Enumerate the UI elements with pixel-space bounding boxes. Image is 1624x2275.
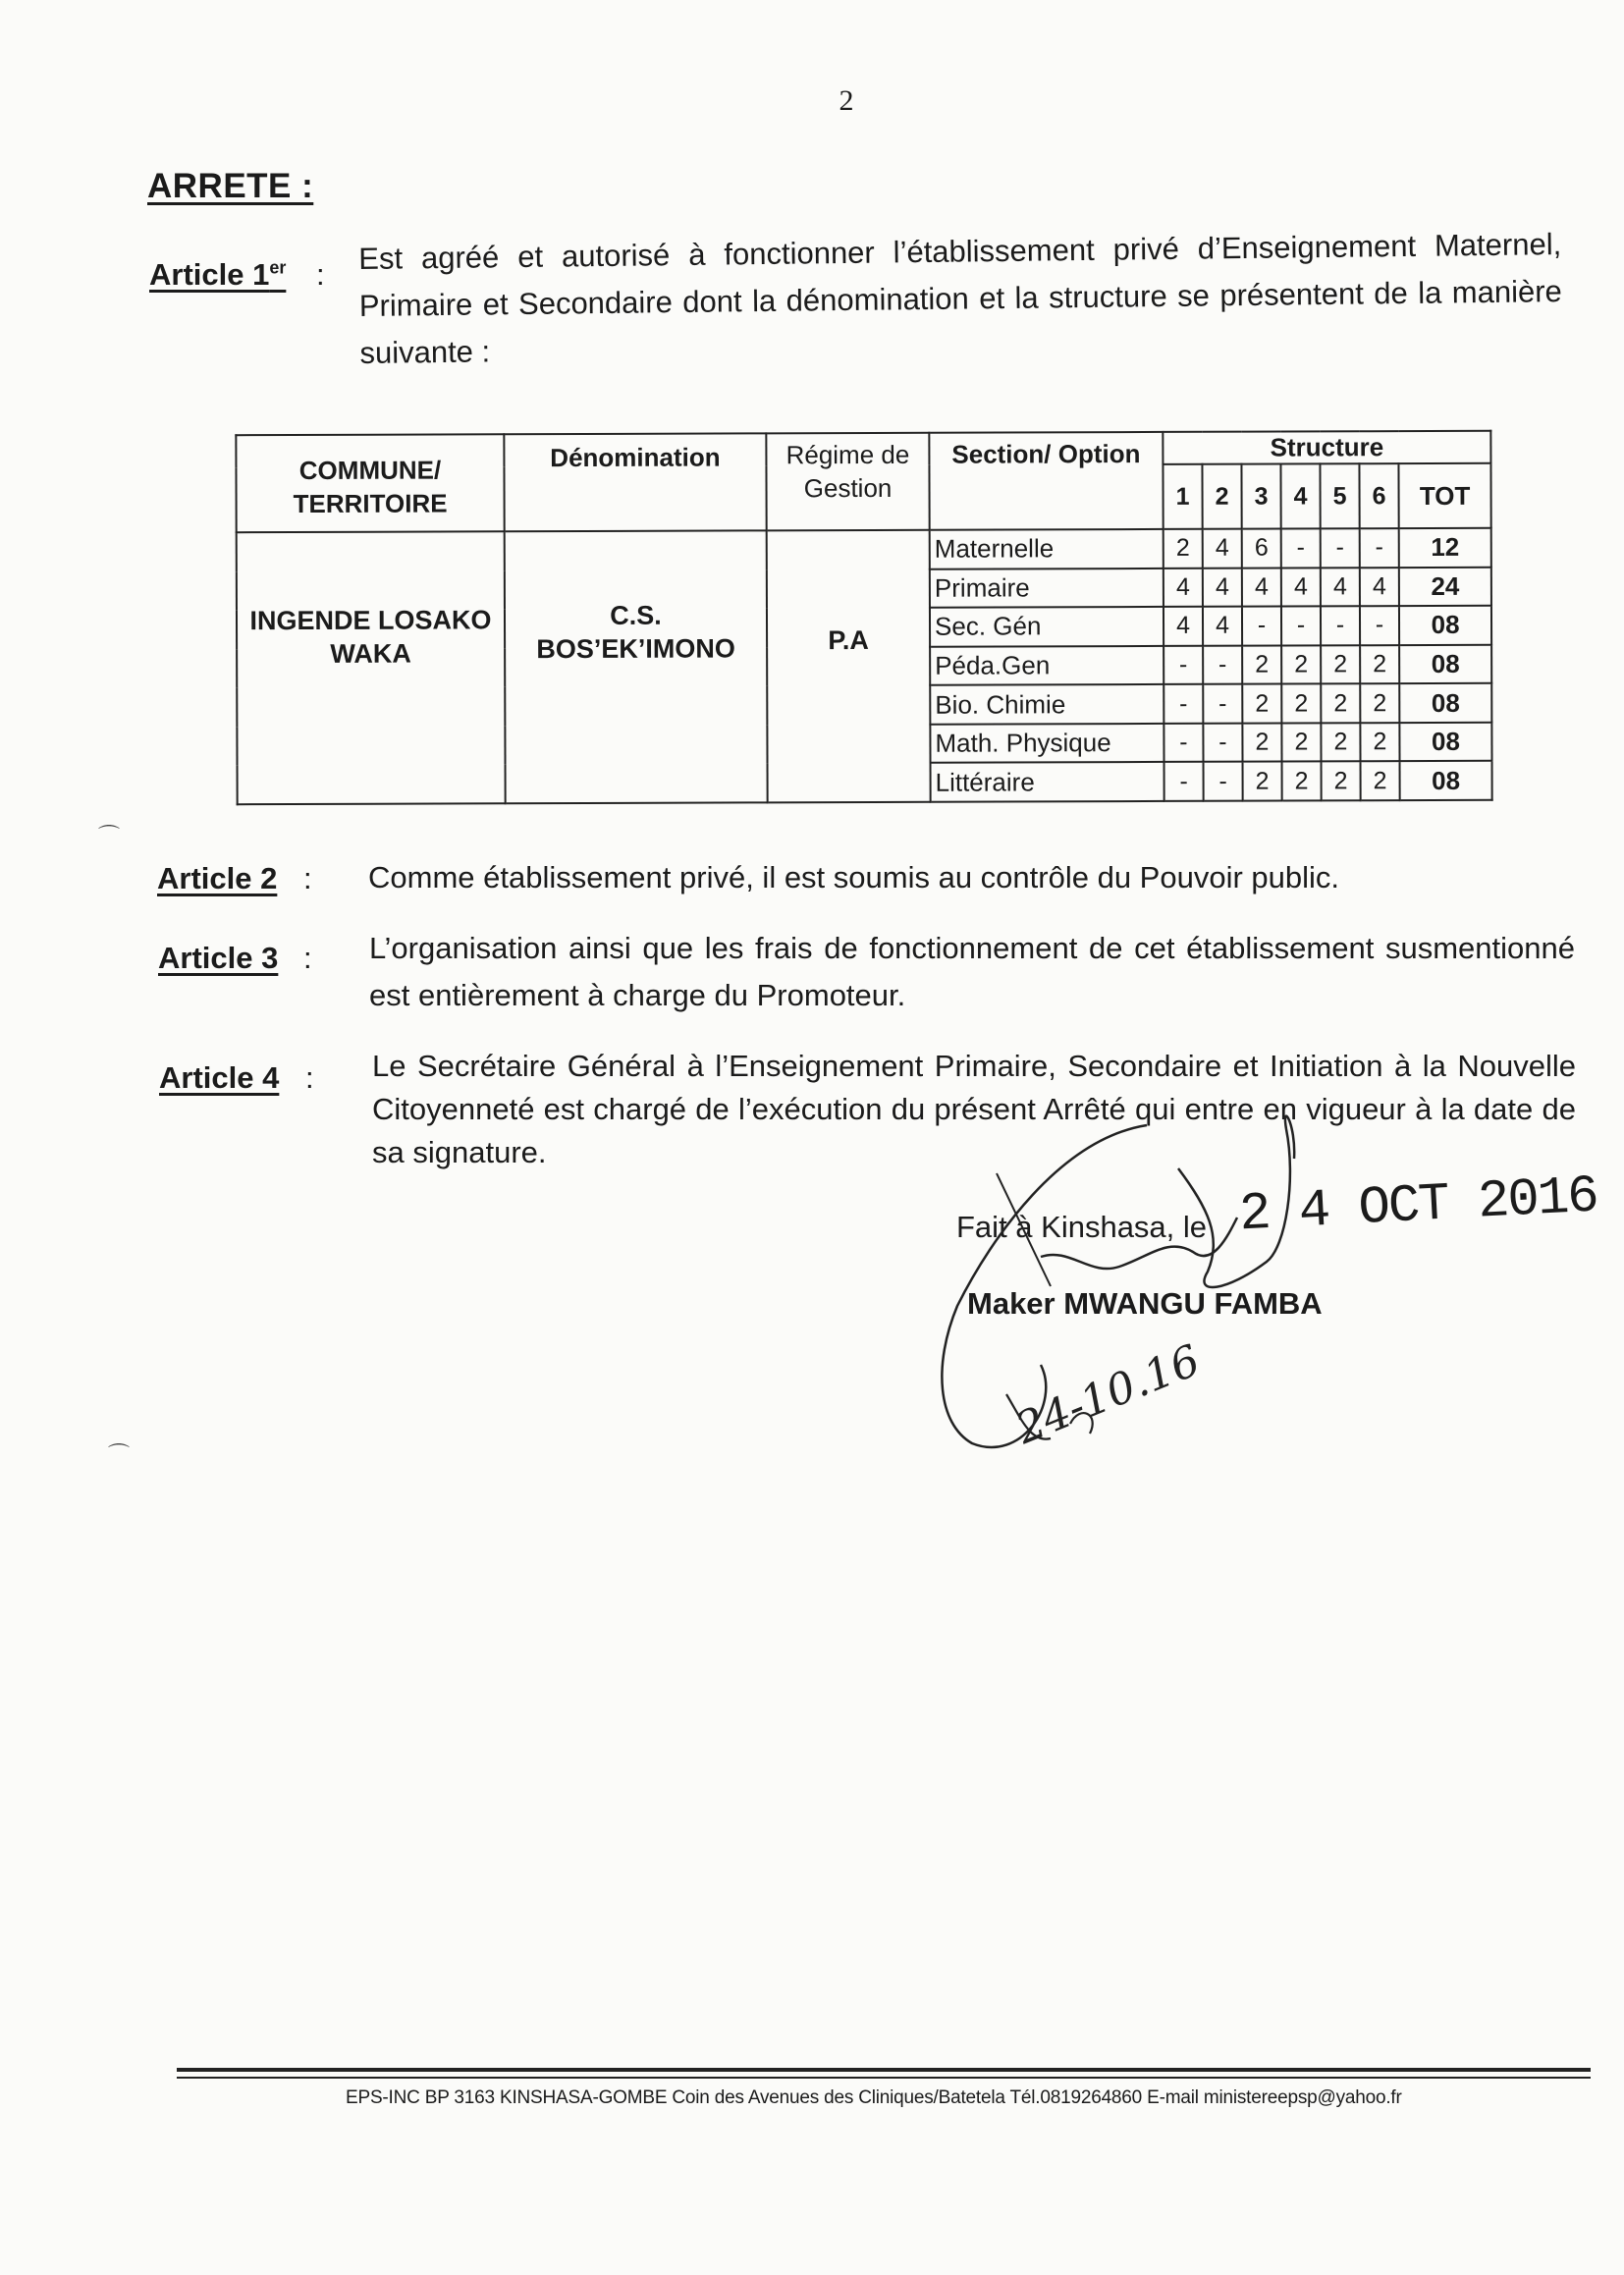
total-cell: 12 bbox=[1399, 528, 1491, 568]
structure-cell: - bbox=[1204, 762, 1243, 801]
date-stamp: 2 4 OCT 2016 bbox=[1237, 1166, 1599, 1246]
section-cell: Math. Physique bbox=[930, 724, 1164, 763]
total-cell: 08 bbox=[1399, 606, 1491, 645]
structure-cell: 4 bbox=[1242, 568, 1281, 607]
article-1-label-text: Article 1 bbox=[149, 257, 270, 292]
structure-cell: 4 bbox=[1203, 607, 1242, 646]
structure-cell: 2 bbox=[1242, 684, 1281, 724]
article-4-text: Le Secrétaire Général à l’Enseignement Primaire, Secondaire et Initiation à la Nouvelle Citoyenneté est chargé de l’exécution du présent Arrêté qui entre en vigueur à la date de sa signature. bbox=[372, 1049, 1576, 1169]
section-cell: Primaire bbox=[930, 568, 1164, 607]
header-section: Section/ Option bbox=[929, 432, 1163, 530]
total-cell: 08 bbox=[1399, 723, 1491, 762]
structure-cell: - bbox=[1360, 606, 1399, 645]
structure-cell: - bbox=[1281, 607, 1321, 646]
article-2-text: Comme établissement privé, il est soumis au contrôle du Pouvoir public. bbox=[368, 860, 1340, 894]
commune-cell: INGENDE LOSAKO WAKA bbox=[237, 531, 506, 804]
structure-cell: - bbox=[1281, 528, 1321, 568]
structure-cell: - bbox=[1164, 684, 1203, 724]
structure-cell: 2 bbox=[1360, 683, 1399, 723]
structure-cell: - bbox=[1321, 606, 1360, 645]
page-number: 2 bbox=[839, 84, 854, 117]
structure-cell: 4 bbox=[1281, 568, 1321, 607]
article-4-label: Article 4 bbox=[159, 1060, 280, 1095]
structure-cell: - bbox=[1164, 724, 1203, 763]
structure-cell: 2 bbox=[1281, 723, 1321, 762]
handwritten-date: 24-10.16 bbox=[1008, 1334, 1208, 1455]
structure-cell: 2 bbox=[1281, 645, 1321, 684]
structure-cell: 4 bbox=[1203, 568, 1242, 607]
footer-rule-thin bbox=[177, 2077, 1591, 2079]
article-3-colon: : bbox=[303, 941, 312, 975]
header-total: TOT bbox=[1398, 463, 1490, 528]
header-year-3: 3 bbox=[1241, 464, 1280, 529]
structure-cell: 2 bbox=[1321, 645, 1360, 684]
structure-cell: 4 bbox=[1164, 607, 1203, 646]
structure-cell: 2 bbox=[1360, 645, 1399, 684]
denomination-cell: C.S. BOS’EK’IMONO bbox=[505, 530, 768, 803]
total-cell: 08 bbox=[1399, 683, 1491, 723]
structure-cell: - bbox=[1360, 528, 1399, 568]
structure-cell: 2 bbox=[1242, 645, 1281, 684]
header-structure: Structure bbox=[1163, 431, 1490, 464]
section-cell: Péda.Gen bbox=[930, 646, 1164, 685]
structure-cell: 2 bbox=[1281, 684, 1321, 724]
article-4-colon: : bbox=[305, 1060, 314, 1095]
signer-name: Maker MWANGU FAMBA bbox=[967, 1286, 1323, 1321]
article-1-label-sup: er bbox=[269, 257, 287, 278]
structure-cell: 4 bbox=[1321, 568, 1360, 607]
structure-cell: - bbox=[1203, 684, 1242, 724]
structure-cell: - bbox=[1164, 645, 1203, 684]
structure-cell: - bbox=[1164, 762, 1204, 801]
header-year-1: 1 bbox=[1163, 464, 1202, 529]
structure-cell: 2 bbox=[1243, 762, 1282, 801]
section-cell: Maternelle bbox=[930, 529, 1164, 569]
structure-cell: 6 bbox=[1242, 529, 1281, 569]
total-cell: 08 bbox=[1399, 644, 1491, 683]
structure-cell: 2 bbox=[1360, 723, 1399, 762]
header-commune: COMMUNE/ TERRITOIRE bbox=[236, 434, 504, 532]
section-cell: Sec. Gén bbox=[930, 607, 1164, 646]
footer-address: EPS-INC BP 3163 KINSHASA-GOMBE Coin des Avenues des Cliniques/Batetela Tél.0819264860 E-mail ministereepsp@yahoo.fr bbox=[346, 2087, 1402, 2108]
footer-rule bbox=[177, 2068, 1591, 2072]
structure-cell: 2 bbox=[1321, 683, 1360, 723]
structure-cell: 2 bbox=[1361, 761, 1400, 800]
total-cell: 24 bbox=[1399, 567, 1491, 606]
structure-cell: - bbox=[1203, 723, 1242, 762]
structure-cell: - bbox=[1242, 607, 1281, 646]
structure-cell: - bbox=[1203, 645, 1242, 684]
structure-cell: 2 bbox=[1322, 762, 1361, 801]
article-3-text: L’organisation ainsi que les frais de fonctionnement de cet établissement susmentionné est entièrement à charge du Promoteur. bbox=[369, 931, 1575, 1012]
structure-cell: 2 bbox=[1321, 723, 1360, 762]
structure-cell: 2 bbox=[1282, 762, 1322, 801]
header-year-6: 6 bbox=[1359, 463, 1398, 528]
structure-cell: 2 bbox=[1164, 529, 1203, 569]
header-year-5: 5 bbox=[1320, 463, 1359, 528]
header-regime: Régime de Gestion bbox=[766, 433, 929, 531]
total-cell: 08 bbox=[1400, 761, 1492, 800]
article-1-colon: : bbox=[316, 257, 325, 292]
header-denomination: Dénomination bbox=[504, 433, 766, 531]
structure-cell: 4 bbox=[1203, 529, 1242, 569]
structure-cell: - bbox=[1321, 528, 1360, 568]
structure-cell: 4 bbox=[1360, 568, 1399, 607]
scan-mark: ⌒ bbox=[108, 1442, 131, 1467]
structure-cell: 4 bbox=[1164, 568, 1203, 607]
header-year-2: 2 bbox=[1202, 464, 1241, 529]
scan-mark: ⌒ bbox=[98, 824, 121, 848]
header-year-4: 4 bbox=[1280, 463, 1320, 528]
article-2-label: Article 2 bbox=[157, 861, 278, 895]
article-1-text: Est agréé et autorisé à fonctionner l’établissement privé d’Enseignement Maternel, Primaire et Secondaire dont la dénomination et la structure se présentent de la manière suivante : bbox=[358, 227, 1562, 370]
article-3-label: Article 3 bbox=[158, 941, 279, 975]
structure-cell: 2 bbox=[1242, 723, 1281, 762]
section-cell: Bio. Chimie bbox=[930, 684, 1164, 724]
decree-heading: ARRETE : bbox=[147, 167, 314, 205]
section-cell: Littéraire bbox=[931, 762, 1164, 801]
article-2-colon: : bbox=[303, 861, 312, 895]
regime-cell: P.A bbox=[767, 530, 931, 803]
signature-place: Fait à Kinshasa, le bbox=[956, 1210, 1208, 1244]
